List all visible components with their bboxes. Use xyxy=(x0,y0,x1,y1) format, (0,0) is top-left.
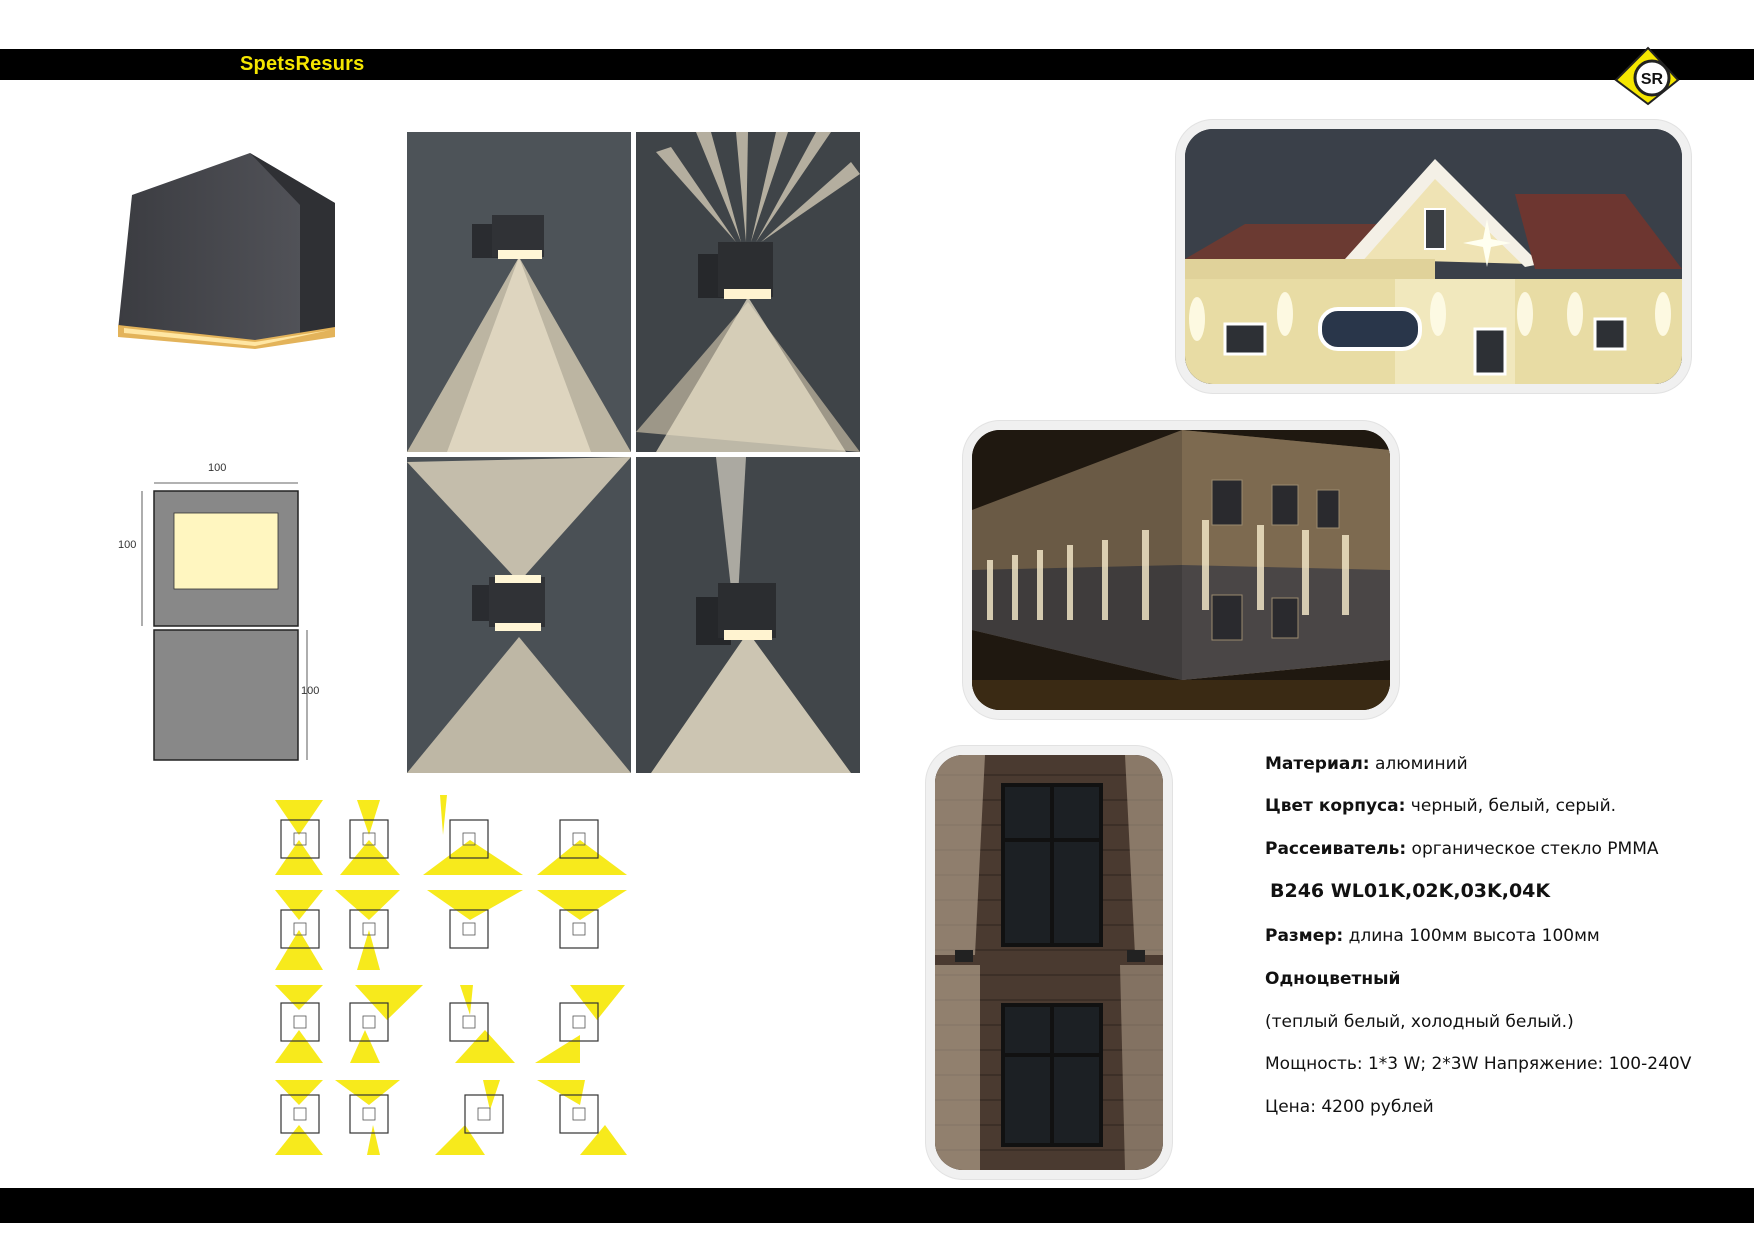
spec-mono: Одноцветный xyxy=(1265,969,1401,989)
house-photo xyxy=(1185,129,1682,384)
building-photo xyxy=(972,430,1390,710)
dimension-drawing xyxy=(112,455,342,775)
brick-photo xyxy=(935,755,1163,1170)
spec-size-label: Размер: xyxy=(1265,926,1344,946)
lamp-photo-down xyxy=(407,132,631,452)
spec-material-value: алюминий xyxy=(1369,754,1468,774)
spec-size xyxy=(1265,926,1600,946)
footer-bar xyxy=(0,1188,1754,1223)
sr-logo-icon xyxy=(1612,44,1682,108)
lamp-photo-rays xyxy=(636,132,860,452)
lamp-photo-updown xyxy=(407,457,631,773)
model-number: B246 WL01K,02K,03K,04K xyxy=(1270,880,1551,902)
spec-diffuser-value: органическое стекло PMMA xyxy=(1406,839,1659,859)
svg-text:SR: SR xyxy=(1640,71,1664,88)
spec-material-label: Материал: xyxy=(1265,754,1370,774)
width-dimension: 100 xyxy=(208,462,227,474)
spec-diffuser xyxy=(1265,839,1659,859)
spec-price: Цена: 4200 рублей xyxy=(1265,1097,1434,1117)
beam-patterns xyxy=(275,795,635,1165)
spec-size-value: длина 100мм высота 100мм xyxy=(1343,926,1600,946)
spec-material xyxy=(1265,754,1468,774)
spec-color-value: черный, белый, серый. xyxy=(1405,796,1617,816)
spec-diffuser-label: Рассеиватель: xyxy=(1265,839,1407,859)
spec-power: Мощность: 1*3 W; 2*3W Напряжение: 100-240V xyxy=(1265,1054,1692,1074)
spec-color-label: Цвет корпуса: xyxy=(1265,796,1406,816)
spec-mono-note: (теплый белый, холодный белый.) xyxy=(1265,1012,1574,1032)
product-image xyxy=(110,145,370,360)
side-height-dimension: 100 xyxy=(301,685,320,697)
brand-name: SpetsResurs xyxy=(240,53,365,75)
spec-color xyxy=(1265,796,1616,816)
height-dimension: 100 xyxy=(118,539,137,551)
lamp-photo-beam xyxy=(636,457,860,773)
